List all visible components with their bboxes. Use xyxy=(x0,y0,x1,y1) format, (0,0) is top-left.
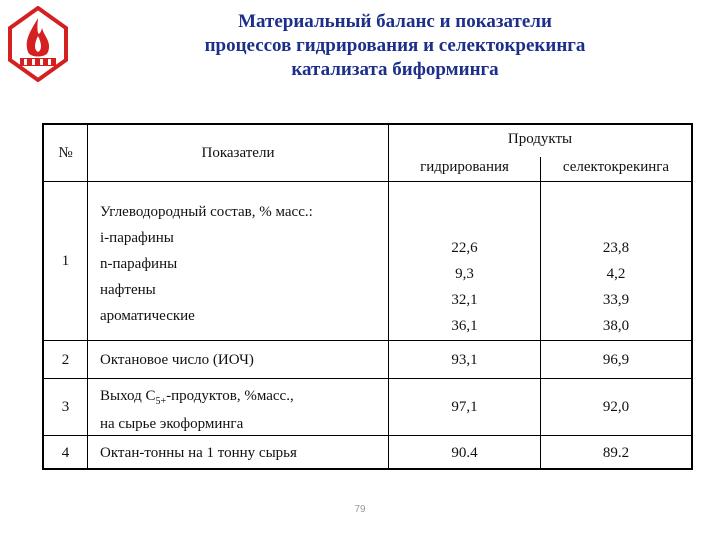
row-4-label: Октан-тонны на 1 тонну сырья xyxy=(100,445,297,461)
row-1-label-head: Углеводородный состав, % масс.: xyxy=(100,204,313,220)
row-3-label-line-2: на сырье экоформинга xyxy=(100,416,244,432)
col-divider-1 xyxy=(87,125,88,468)
row-1-item-2: n-парафины xyxy=(100,256,178,272)
row-4-selecto: 89.2 xyxy=(602,445,630,461)
row-4-number: 4 xyxy=(61,445,70,461)
header-hydrogenation: гидрирования xyxy=(420,159,509,175)
row-2-hydro: 93,1 xyxy=(451,352,478,368)
row-1-selecto-3: 33,9 xyxy=(602,292,630,308)
row-1-hydro-3: 32,1 xyxy=(451,292,478,308)
row-1-selecto xyxy=(541,235,691,339)
row-1-selecto-4: 38,0 xyxy=(602,318,630,334)
data-table xyxy=(42,123,693,470)
page-title xyxy=(120,10,670,82)
row-1-number: 1 xyxy=(61,253,70,269)
row-3-label-sub: 5+ xyxy=(155,396,167,407)
row-3-number: 3 xyxy=(61,399,70,415)
title-line-2: процессов гидрирования и селектокрекинга xyxy=(204,35,586,56)
page-number: 79 xyxy=(354,504,366,515)
row-divider-1 xyxy=(44,340,691,341)
row-1-hydro xyxy=(389,235,540,339)
header-products: Продукты xyxy=(507,131,573,147)
row-3-hydro: 97,1 xyxy=(451,399,478,415)
row-1-item-3: нафтены xyxy=(100,282,156,298)
title-line-1: Материальный баланс и показатели xyxy=(238,11,552,32)
row-3-selecto: 92,0 xyxy=(602,399,630,415)
logo xyxy=(6,6,70,82)
header-number: № xyxy=(58,145,73,161)
row-1-item-4: ароматические xyxy=(100,308,195,324)
row-3-label xyxy=(100,385,294,435)
row-1-hydro-1: 22,6 xyxy=(451,240,478,256)
row-divider-header xyxy=(44,181,691,182)
row-1-label xyxy=(100,199,313,329)
header-indicators: Показатели xyxy=(201,145,275,161)
row-1-selecto-2: 4,2 xyxy=(606,266,626,282)
row-2-number: 2 xyxy=(61,352,70,368)
row-3-label-pre: Выход С xyxy=(100,388,156,404)
row-1-selecto-1: 23,8 xyxy=(602,240,630,256)
row-3-label-line-1 xyxy=(100,385,294,413)
title-line-3: катализата биформинга xyxy=(291,59,499,80)
row-divider-3 xyxy=(44,435,691,436)
row-3-label-post: -продуктов, %масс., xyxy=(166,388,294,404)
header-selectocracking: селектокрекинга xyxy=(562,159,670,175)
row-2-label: Октановое число (ИОЧ) xyxy=(100,352,254,368)
row-1-item-1: i-парафины xyxy=(100,230,174,246)
row-1-hydro-4: 36,1 xyxy=(451,318,478,334)
row-1-hydro-2: 9,3 xyxy=(455,266,474,282)
row-2-selecto: 96,9 xyxy=(602,352,630,368)
row-divider-2 xyxy=(44,378,691,379)
row-4-hydro: 90.4 xyxy=(451,445,478,461)
